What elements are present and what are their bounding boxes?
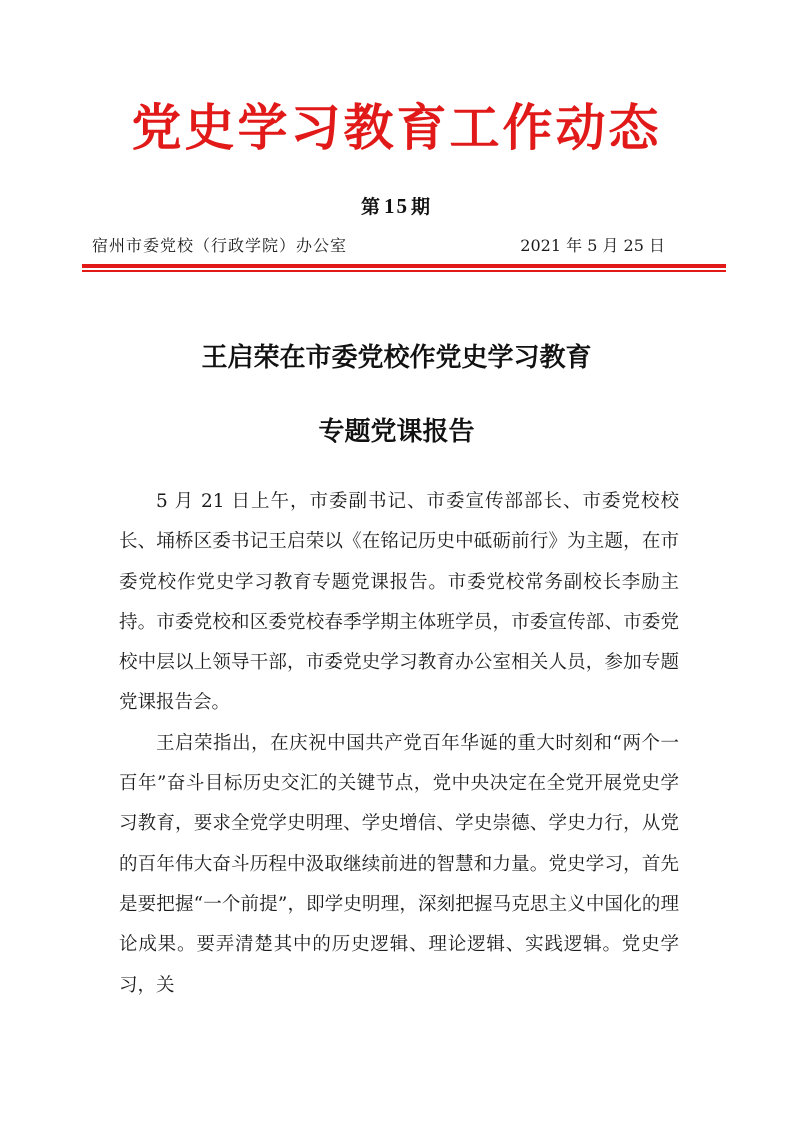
issue-suffix: 期 <box>411 196 433 218</box>
article-headline-line2: 专题党课报告 <box>318 417 475 447</box>
paragraph: 5 月 21 日上午，市委副书记、市委宣传部部长、市委党校校长、埇桥区委书记王启荣以《在铭记历史中砥砺前行》为主题，在市委党校作党史学习教育专题党课报告。市委党校常务副校长李励主持。市委党校和区委党校春季学期主体班学员，市委宣传部、市委党校中层以上领导干部，市委党史学习教育办公室相关人员，参加专题党课报告会。 <box>119 491 679 714</box>
article-headline-line1: 王启荣在市委党校作党史学习教育 <box>201 343 592 373</box>
issue-date: 2021 年 5 月 25 日 <box>520 236 665 255</box>
issuer: 宿州市委党校（行政学院）办公室 <box>92 236 348 255</box>
issue-number <box>0 192 793 219</box>
issue-prefix: 第 <box>360 196 382 218</box>
header-divider-thick <box>82 264 726 268</box>
header-divider-thin <box>82 270 726 272</box>
issue-number-value: 15 <box>384 194 409 218</box>
article-body <box>119 482 679 1006</box>
paragraph: 王启荣指出，在庆祝中国共产党百年华诞的重大时刻和“两个一百年”奋斗目标历史交汇的关键节点，党中央决定在全党开展党史学习教育，要求全党学史明理、学史增信、学史崇德、学史力行，从党的百年伟大奋斗历程中汲取继续前进的智慧和力量。党史学习，首先是要把握“一个前提”，即学史明理，深刻把握马克思主义中国化的理论成果。要弄清楚其中的历史逻辑、理论逻辑、实践逻辑。党史学习，关 <box>119 732 679 996</box>
masthead-title: 党史学习教育工作动态 <box>131 98 662 157</box>
